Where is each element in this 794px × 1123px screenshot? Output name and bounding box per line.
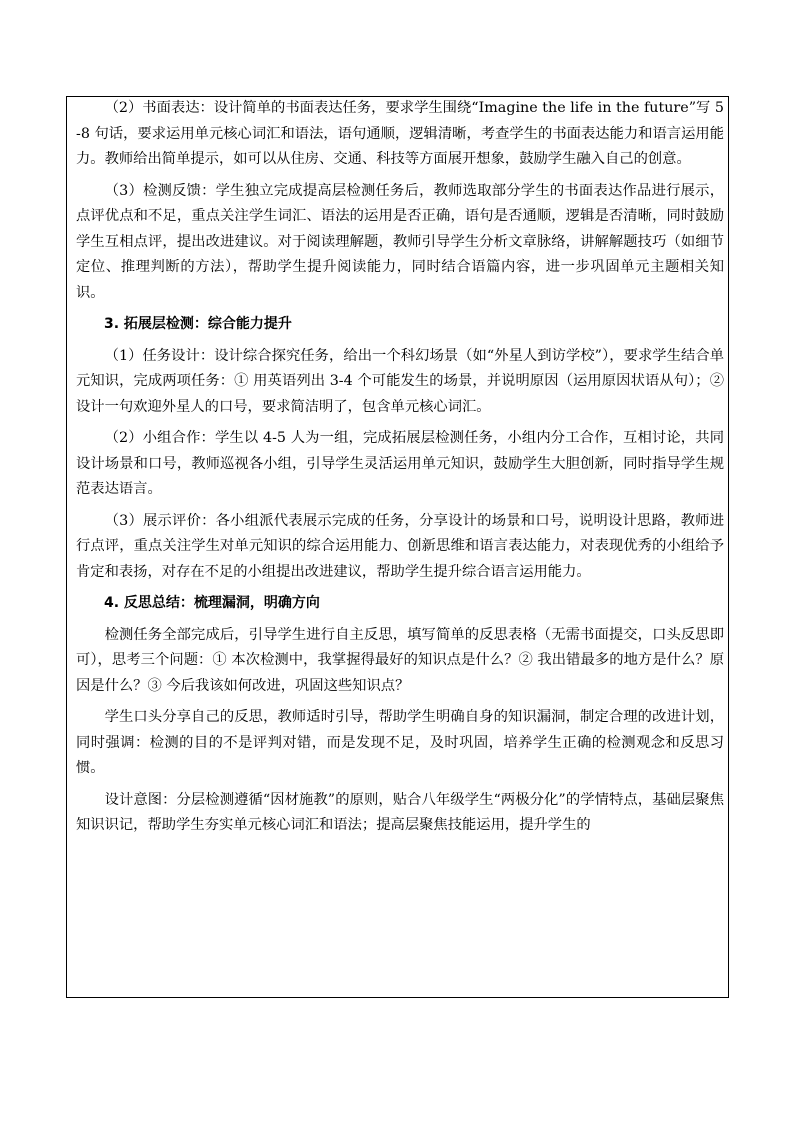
- paragraph-written-expression: （2）书面表达：设计简单的书面表达任务，要求学生围绕“Imagine the life in the future”写 5-8 句话，要求运用单元核心词汇和语法，语句通顺，逻辑清晰，考查学生的书面表达能力和语言运用能力。教师给出简单提示，如可以从住房、交通、科技等方面展开想象，鼓励学生融入自己的创意。: [76, 100, 724, 167]
- paragraph-oral-sharing: 学生口头分享自己的反思，教师适时引导，帮助学生明确自身的知识漏洞，制定合理的改进计划，同时强调：检测的目的不是评判对错，而是发现不足，及时巩固，培养学生正确的检测观念和反思习惯。: [76, 709, 724, 776]
- heading-reflection-summary: 4. 反思总结：梳理漏洞，明确方向: [104, 595, 320, 611]
- paragraph-test-feedback: （3）检测反馈：学生独立完成提高层检测任务后，教师选取部分学生的书面表达作品进行展示，点评优点和不足，重点关注学生词汇、语法的运用是否正确，语句是否通顺，逻辑是否清晰，同时鼓励学生互相点评，提出改进建议。对于阅读理解题，教师引导学生分析文章脉络，讲解解题技巧（如细节定位、推理判断的方法），帮助学生提升阅读能力，同时结合语篇内容，进一步巩固单元主题相关知识。: [76, 182, 724, 301]
- paragraph-presentation-evaluation: （3）展示评价：各小组派代表展示完成的任务，分享设计的场景和口号，说明设计思路，教师进行点评，重点关注学生对单元知识的综合运用能力、创新思维和语言表达能力，对表现优秀的小组给予肯定和表扬，对存在不足的小组提出改进建议，帮助学生提升综合语言运用能力。: [76, 512, 724, 580]
- heading-extension-test: 3. 拓展层检测：综合能力提升: [104, 316, 292, 332]
- paragraph-design-intent: 设计意图：分层检测遵循“因材施教”的原则，贴合八年级学生“两极分化”的学情特点，基础层聚焦知识识记，帮助学生夯实单元核心词汇和语法；提高层聚焦技能运用，提升学生的: [76, 791, 724, 833]
- paragraph-self-reflection: 检测任务全部完成后，引导学生进行自主反思，填写简单的反思表格（无需书面提交，口头反思即可），思考三个问题：① 本次检测中，我掌握得最好的知识点是什么？② 我出错最多的地方是什么？原因是什么？③ 今后我该如何改进，巩固这些知识点？: [76, 626, 724, 694]
- paragraph-group-cooperation: （2）小组合作：学生以 4-5 人为一组，完成拓展层检测任务，小组内分工合作，互相讨论，共同设计场景和口号，教师巡视各小组，引导学生灵活运用单元知识，鼓励学生大胆创新，同时指导学生规范表达语言。: [76, 430, 724, 497]
- paragraph-task-design: （1）任务设计：设计综合探究任务，给出一个科幻场景（如“外星人到访学校”），要求学生结合单元知识，完成两项任务：① 用英语列出 3-4 个可能发生的场景，并说明原因（运用原因状语从句）；② 设计一句欢迎外星人的口号，要求简洁明了，包含单元核心词汇。: [76, 347, 724, 415]
- document-body: [76, 96, 724, 839]
